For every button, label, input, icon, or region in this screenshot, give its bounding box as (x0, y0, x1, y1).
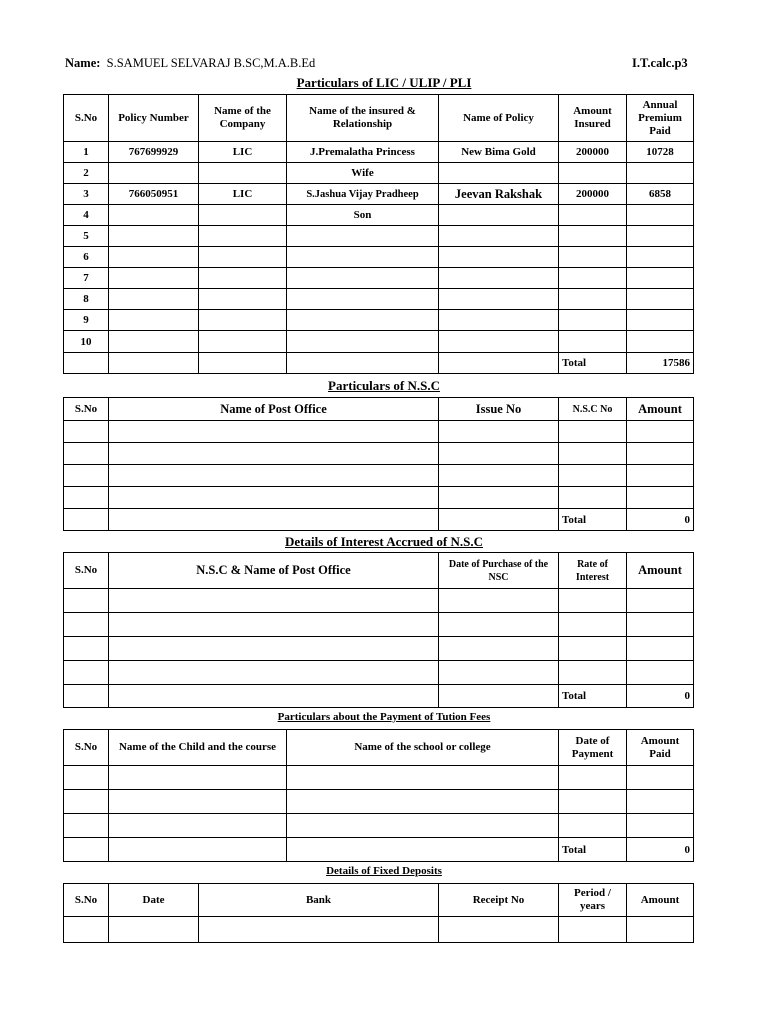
lic-col-premium: Annual Premium Paid (627, 95, 694, 142)
table-cell: 200000 (559, 184, 627, 205)
page-ref: I.T.calc.p3 (632, 56, 688, 70)
lic-header-row (64, 95, 694, 142)
name-line (65, 56, 315, 71)
table-cell (109, 331, 199, 353)
table-cell (627, 163, 694, 184)
table-cell (439, 289, 559, 310)
table-cell (627, 247, 694, 268)
fd-col-amount: Amount (627, 884, 694, 917)
tuition-table (63, 729, 694, 862)
table-cell (287, 331, 439, 353)
table-row (64, 247, 694, 268)
table-cell: New Bima Gold (439, 142, 559, 163)
table-cell (109, 268, 199, 289)
lic-total-label: Total (559, 353, 627, 374)
table-cell (559, 226, 627, 247)
fd-col-period: Period / years (559, 884, 627, 917)
table-cell (109, 226, 199, 247)
tuition-col-school: Name of the school or college (287, 730, 559, 766)
table-cell (199, 268, 287, 289)
table-cell (627, 310, 694, 331)
nsc-interest-col-sno: S.No (64, 553, 109, 589)
tuition-header-row (64, 730, 694, 766)
nsc-col-issue-no: Issue No (439, 398, 559, 421)
table-row (64, 289, 694, 310)
nsc-table (63, 397, 694, 531)
fd-col-bank: Bank (199, 884, 439, 917)
name-label: Name: (65, 56, 101, 70)
fd-col-date: Date (109, 884, 199, 917)
table-row (64, 487, 694, 509)
table-cell: Son (287, 205, 439, 226)
table-cell (199, 289, 287, 310)
table-cell: 7 (64, 268, 109, 289)
nsc-col-amount: Amount (627, 398, 694, 421)
table-cell: Jeevan Rakshak (439, 184, 559, 205)
tuition-col-date: Date of Payment (559, 730, 627, 766)
table-cell (199, 247, 287, 268)
fd-table (63, 883, 694, 943)
table-row (64, 465, 694, 487)
table-cell (439, 205, 559, 226)
fd-title: Details of Fixed Deposits (326, 865, 442, 877)
table-cell (199, 226, 287, 247)
table-cell (559, 331, 627, 353)
table-cell (287, 247, 439, 268)
table-cell: 8 (64, 289, 109, 310)
table-cell (559, 163, 627, 184)
table-row (64, 766, 694, 790)
lic-col-insured: Name of the insured & Relationship (287, 95, 439, 142)
nsc-title: Particulars of N.S.C (328, 378, 440, 393)
table-cell (439, 268, 559, 289)
table-cell (109, 163, 199, 184)
table-cell (287, 289, 439, 310)
nsc-interest-total-row (64, 685, 694, 708)
tuition-col-amount: Amount Paid (627, 730, 694, 766)
lic-col-policy-number: Policy Number (109, 95, 199, 142)
nsc-interest-table (63, 552, 694, 708)
lic-col-sno: S.No (64, 95, 109, 142)
table-cell: 3 (64, 184, 109, 205)
table-cell (199, 310, 287, 331)
table-cell (109, 310, 199, 331)
table-cell (559, 289, 627, 310)
table-cell (559, 247, 627, 268)
table-cell: LIC (199, 184, 287, 205)
tuition-total-label: Total (559, 838, 627, 862)
nsc-col-post-office: Name of Post Office (109, 398, 439, 421)
table-cell: 9 (64, 310, 109, 331)
nsc-col-sno: S.No (64, 398, 109, 421)
tuition-col-child: Name of the Child and the course (109, 730, 287, 766)
fd-col-sno: S.No (64, 884, 109, 917)
table-cell (627, 268, 694, 289)
nsc-interest-title: Details of Interest Accrued of N.S.C (285, 534, 483, 549)
nsc-interest-col-amount: Amount (627, 553, 694, 589)
table-row (64, 421, 694, 443)
nsc-interest-total-label: Total (559, 685, 627, 708)
table-cell (287, 226, 439, 247)
table-row (64, 917, 694, 943)
lic-total-row (64, 353, 694, 374)
table-row (64, 310, 694, 331)
table-row (64, 589, 694, 613)
nsc-interest-col-post-office: N.S.C & Name of Post Office (109, 553, 439, 589)
table-row (64, 790, 694, 814)
table-cell: 5 (64, 226, 109, 247)
table-cell (287, 268, 439, 289)
nsc-col-nsc-no: N.S.C No (559, 398, 627, 421)
table-cell (109, 205, 199, 226)
table-row (64, 331, 694, 353)
table-cell (627, 226, 694, 247)
nsc-interest-total-value: 0 (627, 685, 694, 708)
nsc-interest-col-rate: Rate of Interest (559, 553, 627, 589)
nsc-total-row (64, 509, 694, 531)
table-cell (199, 205, 287, 226)
lic-col-company: Name of the Company (199, 95, 287, 142)
table-cell (627, 331, 694, 353)
nsc-interest-col-date: Date of Purchase of the NSC (439, 553, 559, 589)
table-cell: 10 (64, 331, 109, 353)
table-cell: S.Jashua Vijay Pradheep (287, 184, 439, 205)
table-cell (109, 247, 199, 268)
table-cell (559, 205, 627, 226)
table-row (64, 268, 694, 289)
nsc-total-value: 0 (627, 509, 694, 531)
table-cell (439, 247, 559, 268)
table-cell: LIC (199, 142, 287, 163)
table-row (64, 163, 694, 184)
table-cell: J.Premalatha Princess (287, 142, 439, 163)
table-cell (439, 226, 559, 247)
lic-total-value: 17586 (627, 353, 694, 374)
table-cell: 200000 (559, 142, 627, 163)
table-cell (439, 163, 559, 184)
table-row (64, 205, 694, 226)
fd-col-receipt: Receipt No (439, 884, 559, 917)
lic-table (63, 94, 694, 374)
table-row (64, 661, 694, 685)
table-row (64, 814, 694, 838)
table-cell (287, 310, 439, 331)
nsc-header-row (64, 398, 694, 421)
lic-col-amount-insured: Amount Insured (559, 95, 627, 142)
table-cell (559, 268, 627, 289)
table-cell: 6858 (627, 184, 694, 205)
table-row (64, 637, 694, 661)
fd-header-row (64, 884, 694, 917)
table-row (64, 613, 694, 637)
table-cell (627, 289, 694, 310)
tuition-col-sno: S.No (64, 730, 109, 766)
table-row (64, 142, 694, 163)
tuition-total-row (64, 838, 694, 862)
table-row (64, 443, 694, 465)
nsc-interest-header-row (64, 553, 694, 589)
table-row (64, 226, 694, 247)
table-cell: 4 (64, 205, 109, 226)
lic-col-policy-name: Name of Policy (439, 95, 559, 142)
table-cell (627, 205, 694, 226)
lic-title: Particulars of LIC / ULIP / PLI (296, 75, 472, 90)
table-cell: Wife (287, 163, 439, 184)
table-cell: 766050951 (109, 184, 199, 205)
table-cell (439, 310, 559, 331)
table-cell (439, 331, 559, 353)
table-cell (559, 310, 627, 331)
table-cell: 2 (64, 163, 109, 184)
table-cell: 10728 (627, 142, 694, 163)
table-cell (199, 331, 287, 353)
name-value: S.SAMUEL SELVARAJ B.SC,M.A.B.Ed (106, 56, 316, 70)
table-row (64, 184, 694, 205)
table-cell (109, 289, 199, 310)
table-cell: 6 (64, 247, 109, 268)
tuition-title: Particulars about the Payment of Tution Fees (277, 711, 491, 723)
tuition-total-value: 0 (627, 838, 694, 862)
table-cell: 767699929 (109, 142, 199, 163)
nsc-total-label: Total (559, 509, 627, 531)
table-cell: 1 (64, 142, 109, 163)
table-cell (199, 163, 287, 184)
